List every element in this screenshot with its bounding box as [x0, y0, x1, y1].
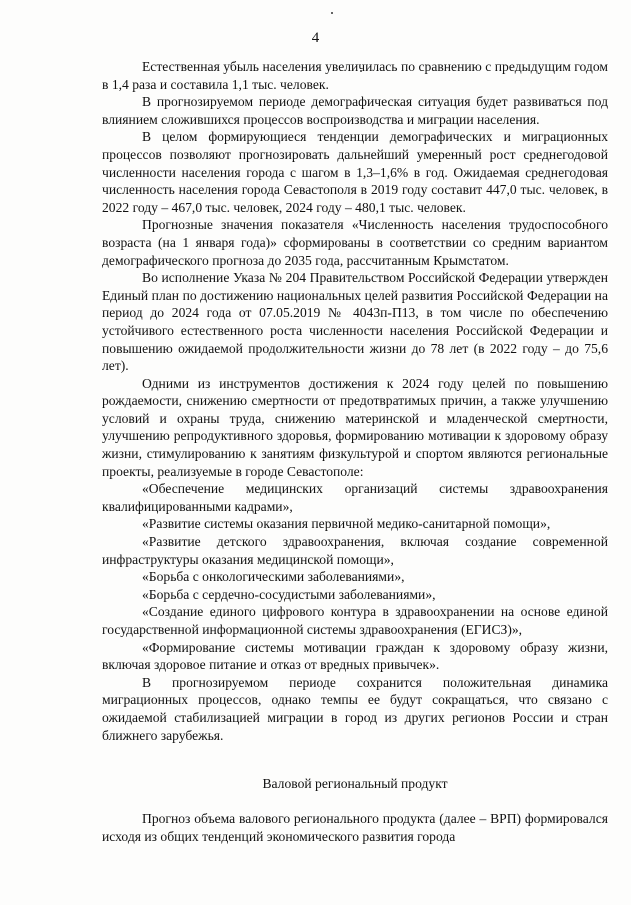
- body-text: [102, 58, 608, 744]
- list-item: «Обеспечение медицинских организаций системы здравоохранения квалифицированными кадрами»,: [102, 481, 608, 514]
- list-item: «Развитие детского здравоохранения, включая создание современной инфраструктуры оказания медицинской помощи»,: [102, 534, 608, 567]
- paragraph: В прогнозируемом периоде демографическая ситуация будет развиваться под влиянием сложившихся процессов воспроизводства и миграции населения.: [102, 94, 608, 127]
- list-item: «Борьба с сердечно-сосудистыми заболеваниями»,: [142, 586, 436, 602]
- scan-mark: [331, 12, 333, 14]
- paragraph: Прогнозные значения показателя «Численность населения трудоспособного возраста (на 1 января года)» сформированы в соответствии со средним вариантом демографического прогноза до 2035 года, рассчитанным Крымстатом.: [102, 217, 608, 268]
- paragraph: Прогноз объема валового регионального продукта (далее – ВРП) формировался исходя из общих тенденций экономического развития города: [102, 811, 608, 844]
- list-item: «Формирование системы мотивации граждан к здоровому образу жизни, включая здоровое питание и отказ от вредных привычек».: [102, 639, 608, 673]
- paragraph: В прогнозируемом периоде сохранится положительная динамика миграционных процессов, однако темпы ее будут сокращаться, что связано с ожидаемой стабилизацией миграции в город из других регионов России и стран ближнего зарубежья.: [102, 674, 608, 743]
- list-item: «Развитие системы оказания первичной медико-санитарной помощи»,: [142, 516, 551, 532]
- list-item: «Создание единого цифрового контура в здравоохранении на основе единой государственной информационной системы здравоохранения (ЕГИСЗ)»,: [102, 604, 608, 637]
- paragraph: Во исполнение Указа № 204 Правительством Российской Федерации утвержден Единый план по достижению национальных целей развития Российской Федерации на период до 2024 года от 07.05.2019 № 4043п-П13, в том числе по обеспечению устойчивого естественного роста численности населения Российской Федерации и повышению ожидаемой продолжительности жизни до 78 лет (в 2022 году – до 75,6 лет).: [102, 270, 608, 374]
- paragraph: Естественная убыль населения увеличилась по сравнению с предыдущим годом в 1,4 раза и составила 1,1 тыс. человек.: [102, 59, 608, 92]
- page-number: 4: [311, 30, 320, 46]
- paragraph: В целом формирующиеся тенденции демографических и миграционных процессов позволяют прогнозировать дальнейший умеренный рост среднегодовой численности населения города с шагом в 1,3–1,6% в год. Ожидаемая среднегодовая численность населения города Севастополя в 2019 году составит 447,0 тыс. человек, в 2022 году – 467,0 тыс. человек, 2024 году – 480,1 тыс. человек.: [102, 129, 608, 215]
- paragraph: Одними из инструментов достижения к 2024 году целей по повышению рождаемости, снижению смертности от предотвратимых причин, а также улучшению условий и охраны труда, снижению материнской и младенческой смертности, улучшению репродуктивного здоровья, формированию мотивации к здоровому образу жизни, стимулированию к занятиям физкультурой и спортом являются региональные проекты, реализуемые в городе Севастополе:: [102, 375, 608, 479]
- list-item: «Борьба с онкологическими заболеваниями»,: [142, 569, 405, 585]
- section-body-text: [102, 810, 608, 845]
- section-heading: Валовой региональный продукт: [262, 776, 448, 791]
